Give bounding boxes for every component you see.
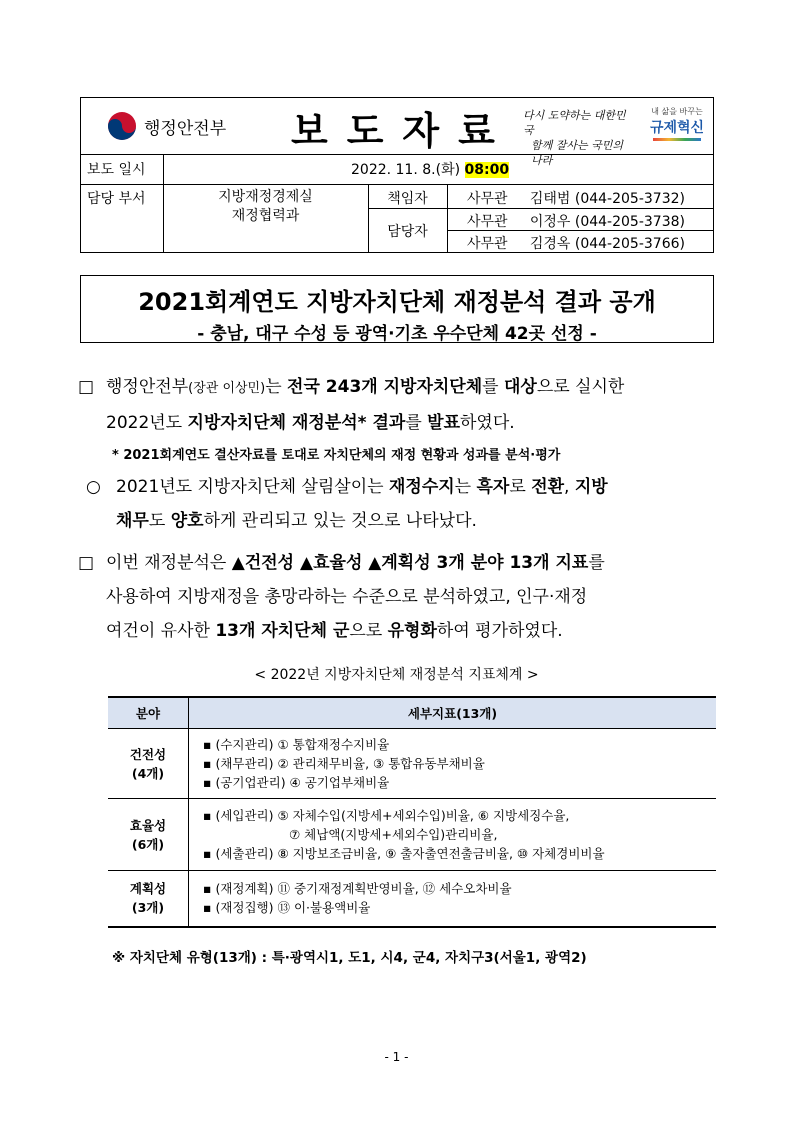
category-name: 효율성 xyxy=(129,817,167,833)
category-name: 계획성 xyxy=(129,881,167,897)
badge-title: 규제혁신 xyxy=(649,120,705,136)
text: 재정수지 xyxy=(388,477,455,497)
text: 도 xyxy=(148,511,171,531)
chief-label: 책임자 xyxy=(387,191,428,207)
detail-cell xyxy=(189,729,717,799)
text: 행정안전부 xyxy=(106,377,189,397)
department-division: 재정협력과 xyxy=(231,208,300,224)
contact-name: 김경옥 xyxy=(529,236,571,252)
text: 양호 xyxy=(170,511,204,531)
table-row xyxy=(108,871,716,927)
text: 하여 평가하였다. xyxy=(436,621,563,641)
contact-rank: 사무관 xyxy=(467,214,508,230)
checkbox-bullet-icon: □ xyxy=(78,553,95,573)
slogan xyxy=(523,108,633,168)
text: 하게 관리되고 있는 것으로 나타났다. xyxy=(203,511,477,531)
header-banner xyxy=(81,98,713,167)
text: 유형화 xyxy=(387,621,437,641)
category-cell xyxy=(108,871,189,927)
sub-headline: - 충남, 대구 수성 등 광역·기초 우수단체 42곳 선정 - xyxy=(197,324,597,344)
department-office: 지방재정경제실 xyxy=(218,189,313,205)
text: 를 xyxy=(588,553,605,573)
government-emblem-icon xyxy=(107,111,137,141)
contact-rank: 사무관 xyxy=(467,191,508,207)
text: 지방 xyxy=(574,477,608,497)
dept-label: 담당 부서 xyxy=(87,191,146,207)
regulation-innovation-badge xyxy=(647,106,707,141)
contact-row xyxy=(467,211,685,231)
text: (장관 이상민) xyxy=(188,381,266,396)
category-name: 건전성 xyxy=(129,746,167,762)
detail-line: ▪ (공기업관리) ④ 공기업부채비율 xyxy=(203,775,390,790)
text: 대상 xyxy=(503,377,537,397)
detail-cell xyxy=(189,799,717,871)
detail-line: ▪ (채무관리) ② 관리채무비율, ③ 통합유동부채비율 xyxy=(203,756,485,771)
text: 2022년도 xyxy=(106,413,188,433)
release-time: 08:00 xyxy=(464,162,510,178)
page-number: - 1 - xyxy=(384,1050,409,1064)
table-footnote: ※ 자치단체 유형(13개) : 특·광역시1, 도1, 시4, 군4, 자치구3(서울1, 광역2) xyxy=(112,950,587,966)
contact-phone: (044-205-3732) xyxy=(574,191,685,207)
staff-label: 담당자 xyxy=(387,224,428,240)
text: ▲건전성 ▲효율성 ▲계획성 3개 분야 13개 지표 xyxy=(231,553,589,573)
text: 여건이 유사한 xyxy=(106,621,216,641)
category-count: (4개) xyxy=(131,765,165,781)
detail-line: ⑦ 체납액(지방세+세외수입)관리비율, xyxy=(289,827,498,842)
table-row xyxy=(108,729,716,799)
table-header-row xyxy=(108,697,716,729)
headline-box xyxy=(80,275,714,343)
detail-cell xyxy=(189,871,717,927)
text: 사용하여 지방재정을 총망라하는 수준으로 분석하였고, 인구·재정 xyxy=(106,587,588,607)
text: , xyxy=(564,477,575,497)
detail-line: ▪ (재정계획) ⑪ 중기재정계획반영비율, ⑫ 세수오차비율 xyxy=(203,881,512,897)
slogan-line-2: 함께 잘사는 국민의 나라 xyxy=(531,139,624,167)
text: 전환 xyxy=(531,477,565,497)
text: 2021년도 지방자치단체 살림살이는 xyxy=(116,477,389,497)
contact-phone: (044-205-3766) xyxy=(574,236,685,252)
col-divider xyxy=(447,184,448,252)
text: 전국 243개 지방자치단체 xyxy=(287,377,483,397)
contact-row xyxy=(467,188,685,208)
footnote-1: * 2021회계연도 결산자료를 토대로 자치단체의 재정 현황과 성과를 분석·평가 xyxy=(112,448,561,463)
contact-row xyxy=(467,233,685,253)
ministry-name: 행정안전부 xyxy=(144,119,227,139)
text: 하였다. xyxy=(460,413,515,433)
text: 발표 xyxy=(427,413,460,433)
badge-subtitle: 내 삶을 바꾸는 xyxy=(651,107,703,116)
circle-bullet-icon: ○ xyxy=(86,477,101,497)
contact-rank: 사무관 xyxy=(467,236,508,252)
category-cell xyxy=(108,729,189,799)
text: 를 xyxy=(482,377,504,397)
date-label: 보도 일시 xyxy=(87,162,146,178)
header-detail: 세부지표(13개) xyxy=(189,697,717,729)
release-date xyxy=(351,159,509,179)
checkbox-bullet-icon: □ xyxy=(78,377,95,397)
document-type-title: 보도자료 xyxy=(291,109,514,153)
detail-line: ▪ (재정집행) ⑬ 이·불용액비율 xyxy=(203,900,371,916)
contact-name: 이정우 xyxy=(529,214,571,230)
header-category: 분야 xyxy=(108,697,189,729)
release-date-value: 2022. 11. 8.(화) xyxy=(351,162,461,178)
paragraph-1 xyxy=(106,370,726,440)
category-count: (3개) xyxy=(131,900,165,916)
text: 으로 실시한 xyxy=(536,377,625,397)
text: 으로 xyxy=(349,621,388,641)
table-caption: < 2022년 지방자치단체 재정분석 지표체계 > xyxy=(254,667,539,683)
contact-phone: (044-205-3738) xyxy=(574,214,685,230)
text: 를 xyxy=(405,413,428,433)
text: 이번 재정분석은 xyxy=(106,553,232,573)
indicator-table xyxy=(108,696,716,928)
text: 는 xyxy=(454,477,477,497)
slogan-line-1: 다시 도약하는 대한민국 xyxy=(523,109,626,137)
text: 로 xyxy=(509,477,532,497)
text: 지방자치단체 재정분석* 결과 xyxy=(187,413,406,433)
text: 13개 자치단체 군 xyxy=(215,621,350,641)
detail-line: ▪ (수지관리) ① 통합재정수지비율 xyxy=(203,737,390,752)
paragraph-3 xyxy=(106,546,726,648)
row-divider xyxy=(447,208,713,209)
press-header-table xyxy=(80,97,714,253)
table-row xyxy=(108,799,716,871)
text: 는 xyxy=(265,377,288,397)
paragraph-2 xyxy=(116,470,726,538)
detail-line: ▪ (세입관리) ⑤ 자체수입(지방세+세외수입)비율, ⑥ 지방세징수율, xyxy=(203,808,570,823)
row-divider xyxy=(81,184,713,185)
text: 흑자 xyxy=(476,477,510,497)
row-divider xyxy=(368,208,447,209)
detail-line: ▪ (세출관리) ⑧ 지방보조금비율, ⑨ 출자출연전출금비율, ⑩ 자체경비비율 xyxy=(203,846,605,861)
category-count: (6개) xyxy=(131,836,165,852)
text: 채무 xyxy=(116,511,149,531)
department xyxy=(163,188,368,226)
headline: 2021회계연도 지방자치단체 재정분석 결과 공개 xyxy=(138,288,656,316)
badge-color-bar xyxy=(653,138,701,141)
contact-name: 김태범 xyxy=(529,191,571,207)
category-cell xyxy=(108,799,189,871)
